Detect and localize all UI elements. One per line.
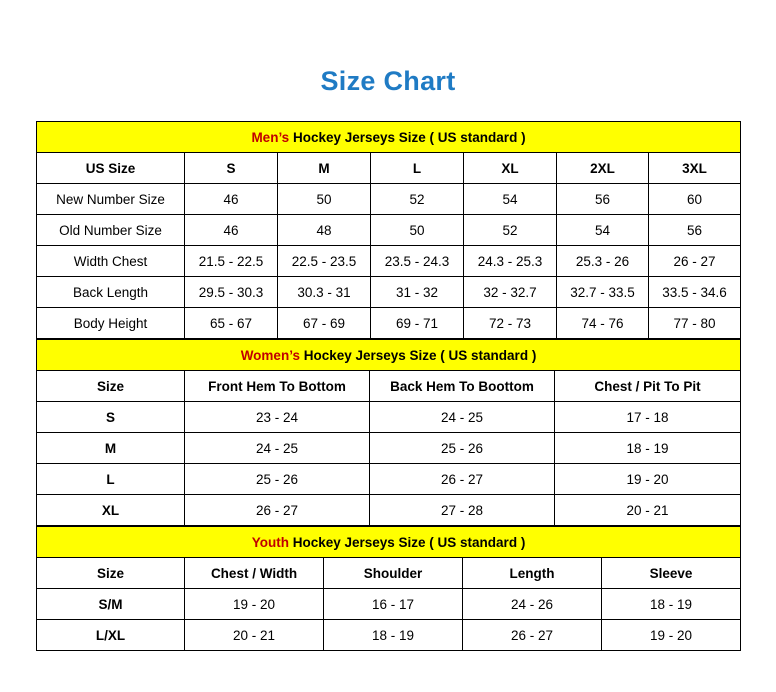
mens-r3-c3: 31 - 32 xyxy=(371,277,464,308)
mens-r2-c6: 26 - 27 xyxy=(649,246,741,277)
mens-col-4: XL xyxy=(464,153,557,184)
mens-r0-c2: 50 xyxy=(278,184,371,215)
mens-r1-c0: Old Number Size xyxy=(37,215,185,246)
mens-col-0: US Size xyxy=(37,153,185,184)
youth-r0-c0: S/M xyxy=(37,589,185,620)
mens-r0-c4: 54 xyxy=(464,184,557,215)
mens-section-header xyxy=(37,122,741,153)
youth-r1-c4: 19 - 20 xyxy=(602,620,741,651)
mens-r2-c0: Width Chest xyxy=(37,246,185,277)
mens-col-3: L xyxy=(371,153,464,184)
youth-header-rest: Hockey Jerseys Size ( US standard ) xyxy=(288,534,526,550)
womens-r0-c2: 24 - 25 xyxy=(370,402,555,433)
table-row xyxy=(37,433,741,464)
table-row xyxy=(37,402,741,433)
mens-r3-c5: 32.7 - 33.5 xyxy=(557,277,649,308)
mens-col-1: S xyxy=(185,153,278,184)
mens-r0-c3: 52 xyxy=(371,184,464,215)
youth-r1-c0: L/XL xyxy=(37,620,185,651)
womens-size-table xyxy=(36,339,741,526)
youth-column-header-row xyxy=(37,558,741,589)
womens-col-1: Front Hem To Bottom xyxy=(185,371,370,402)
womens-r0-c0: S xyxy=(37,402,185,433)
womens-r1-c1: 24 - 25 xyxy=(185,433,370,464)
womens-col-3: Chest / Pit To Pit xyxy=(555,371,741,402)
mens-r2-c1: 21.5 - 22.5 xyxy=(185,246,278,277)
mens-r0-c0: New Number Size xyxy=(37,184,185,215)
womens-r2-c3: 19 - 20 xyxy=(555,464,741,495)
table-row xyxy=(37,308,741,339)
mens-r2-c5: 25.3 - 26 xyxy=(557,246,649,277)
mens-col-2: M xyxy=(278,153,371,184)
mens-r4-c1: 65 - 67 xyxy=(185,308,278,339)
mens-r2-c4: 24.3 - 25.3 xyxy=(464,246,557,277)
womens-col-2: Back Hem To Boottom xyxy=(370,371,555,402)
page-title: Size Chart xyxy=(320,66,456,96)
mens-r4-c4: 72 - 73 xyxy=(464,308,557,339)
mens-r3-c2: 30.3 - 31 xyxy=(278,277,371,308)
womens-r2-c2: 26 - 27 xyxy=(370,464,555,495)
mens-header-rest: Hockey Jerseys Size ( US standard ) xyxy=(289,129,526,145)
womens-section-header xyxy=(37,340,741,371)
womens-r1-c2: 25 - 26 xyxy=(370,433,555,464)
mens-r4-c2: 67 - 69 xyxy=(278,308,371,339)
womens-section-header-row xyxy=(37,340,741,371)
mens-r1-c1: 46 xyxy=(185,215,278,246)
mens-column-header-row xyxy=(37,153,741,184)
mens-r1-c4: 52 xyxy=(464,215,557,246)
table-row xyxy=(37,495,741,526)
mens-r3-c0: Back Length xyxy=(37,277,185,308)
youth-section-header xyxy=(37,527,741,558)
mens-header-accent: Men’s xyxy=(251,129,290,145)
youth-col-2: Shoulder xyxy=(324,558,463,589)
table-row xyxy=(37,246,741,277)
youth-col-0: Size xyxy=(37,558,185,589)
womens-r3-c1: 26 - 27 xyxy=(185,495,370,526)
mens-r1-c6: 56 xyxy=(649,215,741,246)
table-row xyxy=(37,464,741,495)
mens-size-table xyxy=(36,121,741,339)
womens-r2-c0: L xyxy=(37,464,185,495)
size-chart-tables xyxy=(36,121,740,651)
youth-col-4: Sleeve xyxy=(602,558,741,589)
youth-r1-c2: 18 - 19 xyxy=(324,620,463,651)
womens-r2-c1: 25 - 26 xyxy=(185,464,370,495)
mens-r4-c6: 77 - 80 xyxy=(649,308,741,339)
table-row xyxy=(37,184,741,215)
mens-r4-c5: 74 - 76 xyxy=(557,308,649,339)
mens-r0-c6: 60 xyxy=(649,184,741,215)
womens-r1-c0: M xyxy=(37,433,185,464)
youth-header-accent: Youth xyxy=(251,534,289,550)
mens-r3-c1: 29.5 - 30.3 xyxy=(185,277,278,308)
mens-r2-c2: 22.5 - 23.5 xyxy=(278,246,371,277)
youth-r1-c1: 20 - 21 xyxy=(185,620,324,651)
mens-col-5: 2XL xyxy=(557,153,649,184)
table-row xyxy=(37,215,741,246)
womens-r3-c0: XL xyxy=(37,495,185,526)
womens-r0-c3: 17 - 18 xyxy=(555,402,741,433)
youth-r0-c1: 19 - 20 xyxy=(185,589,324,620)
womens-header-rest: Hockey Jerseys Size ( US standard ) xyxy=(299,347,537,363)
table-row xyxy=(37,277,741,308)
mens-section-header-row xyxy=(37,122,741,153)
womens-header-accent: Women’s xyxy=(240,347,300,363)
table-row xyxy=(37,589,741,620)
mens-r0-c5: 56 xyxy=(557,184,649,215)
mens-r1-c5: 54 xyxy=(557,215,649,246)
youth-section-header-row xyxy=(37,527,741,558)
youth-size-table xyxy=(36,526,741,651)
mens-r2-c3: 23.5 - 24.3 xyxy=(371,246,464,277)
mens-r3-c4: 32 - 32.7 xyxy=(464,277,557,308)
mens-r4-c0: Body Height xyxy=(37,308,185,339)
youth-r0-c3: 24 - 26 xyxy=(463,589,602,620)
youth-r0-c4: 18 - 19 xyxy=(602,589,741,620)
mens-col-6: 3XL xyxy=(649,153,741,184)
youth-r0-c2: 16 - 17 xyxy=(324,589,463,620)
youth-r1-c3: 26 - 27 xyxy=(463,620,602,651)
womens-r1-c3: 18 - 19 xyxy=(555,433,741,464)
mens-r1-c2: 48 xyxy=(278,215,371,246)
womens-column-header-row xyxy=(37,371,741,402)
mens-r4-c3: 69 - 71 xyxy=(371,308,464,339)
mens-r0-c1: 46 xyxy=(185,184,278,215)
womens-col-0: Size xyxy=(37,371,185,402)
youth-col-3: Length xyxy=(463,558,602,589)
womens-r3-c2: 27 - 28 xyxy=(370,495,555,526)
womens-r3-c3: 20 - 21 xyxy=(555,495,741,526)
mens-r1-c3: 50 xyxy=(371,215,464,246)
youth-col-1: Chest / Width xyxy=(185,558,324,589)
womens-r0-c1: 23 - 24 xyxy=(185,402,370,433)
table-row xyxy=(37,620,741,651)
mens-r3-c6: 33.5 - 34.6 xyxy=(649,277,741,308)
